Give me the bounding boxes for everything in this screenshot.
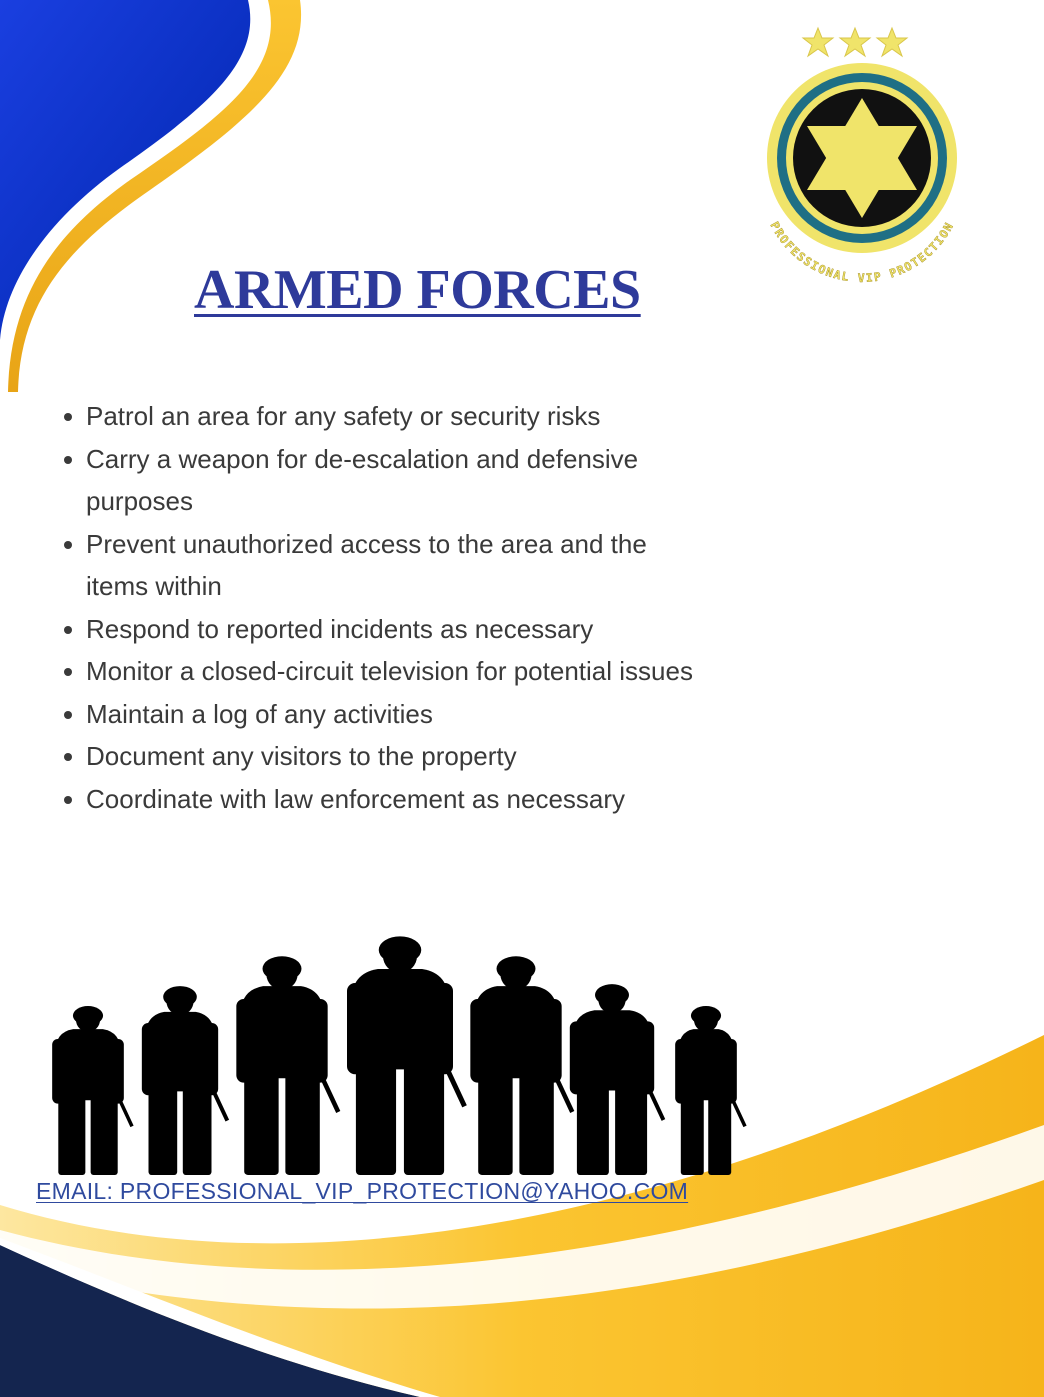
soldier-silhouette <box>52 1006 133 1175</box>
duty-item: Prevent unauthorized access to the area and the items within <box>62 523 702 608</box>
soldier-silhouette <box>470 956 574 1175</box>
duty-item: Maintain a log of any activities <box>62 693 702 736</box>
duty-item: Carry a weapon for de-escalation and defensive purposes <box>62 438 702 523</box>
logo-caption: PROFESSIONAL VIP PROTECTION <box>767 219 957 285</box>
soldier-silhouette <box>347 936 467 1175</box>
soldier-silhouette <box>570 984 665 1175</box>
soldier-silhouette <box>142 986 229 1175</box>
duty-item: Patrol an area for any safety or security risks <box>62 395 702 438</box>
duty-item: Monitor a closed-circuit television for potential issues <box>62 650 702 693</box>
duty-item: Coordinate with law enforcement as necessary <box>62 778 702 821</box>
email-link[interactable]: EMAIL: PROFESSIONAL_VIP_PROTECTION@YAHOO.COM <box>36 1178 689 1204</box>
duty-item: Document any visitors to the property <box>62 735 702 778</box>
soldier-silhouette <box>236 956 340 1175</box>
duty-item: Respond to reported incidents as necessary <box>62 608 702 651</box>
page-title: ARMED FORCES <box>194 259 641 321</box>
soldier-silhouette <box>675 1006 746 1175</box>
